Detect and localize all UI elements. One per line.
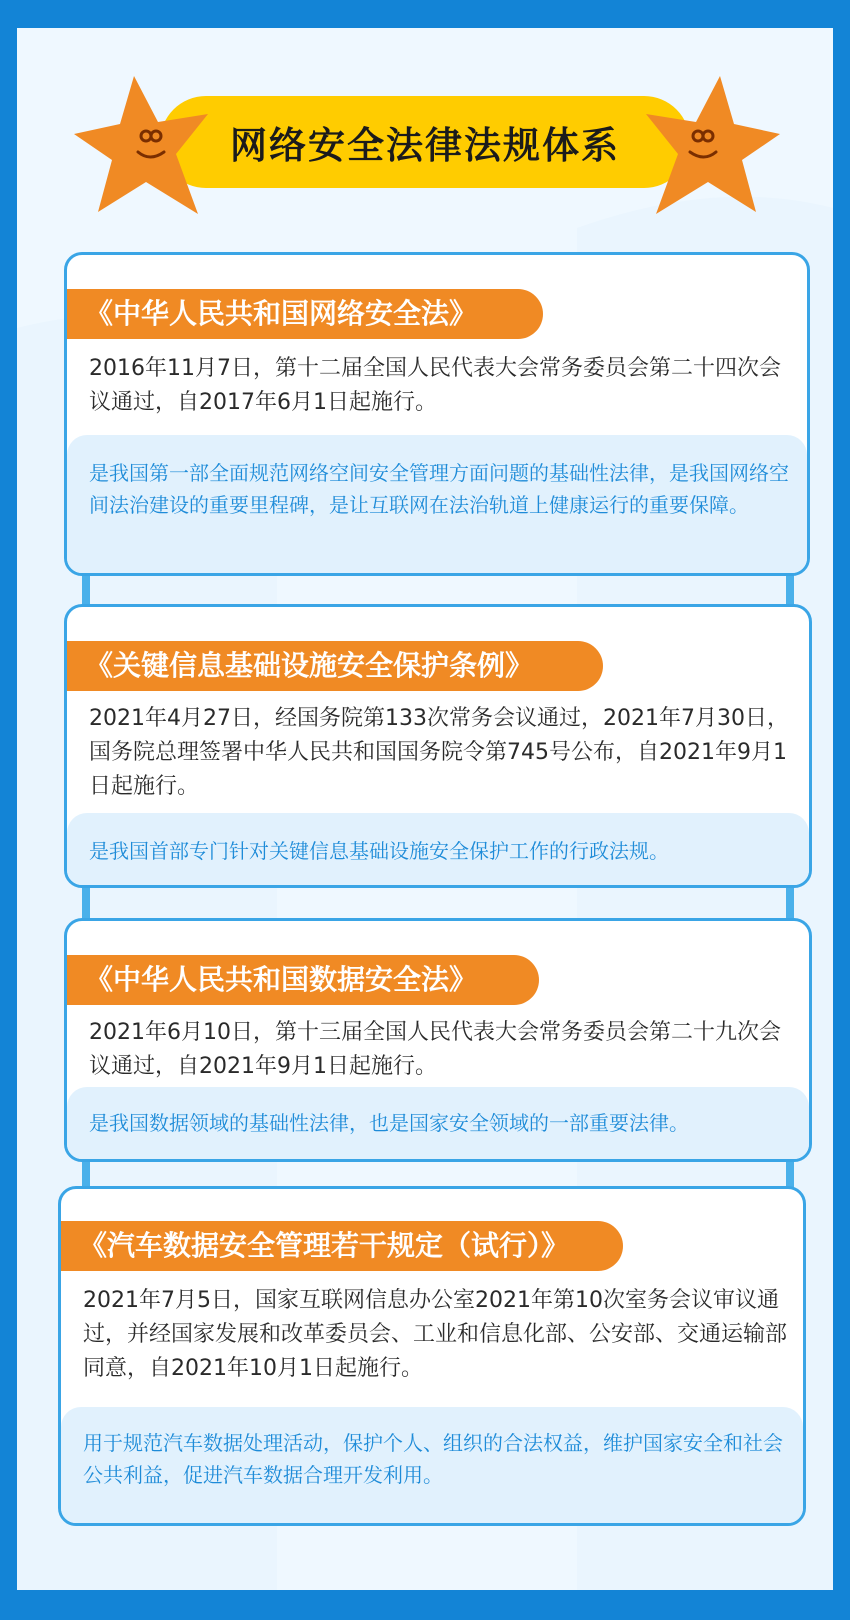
law-description: 2021年4月27日，经国务院第133次常务会议通过，2021年7月30日，国务院总理签署中华人民共和国国务院令第745号公布，自2021年9月1日起施行。 [89, 706, 789, 799]
law-title: 《中华人民共和国网络安全法》 [67, 289, 543, 339]
law-significance: 是我国数据领域的基础性法律，也是国家安全领域的一部重要法律。 [67, 1087, 809, 1159]
law-title: 《中华人民共和国数据安全法》 [67, 955, 539, 1005]
law-title: 《汽车数据安全管理若干规定（试行）》 [61, 1221, 623, 1271]
law-description: 2021年6月10日，第十三届全国人民代表大会常务委员会第二十九次会议通过，自2021年9月1日起施行。 [89, 1020, 781, 1079]
law-card-automobile-data [58, 1186, 806, 1526]
law-card-cybersecurity [64, 252, 810, 576]
law-significance: 是我国第一部全面规范网络空间安全管理方面问题的基础性法律，是我国网络空间法治建设的重要里程碑，是让互联网在法治轨道上健康运行的重要保障。 [67, 435, 807, 573]
law-description: 2021年7月5日，国家互联网信息办公室2021年第10次室务会议审议通过，并经国家发展和改革委员会、工业和信息化部、公安部、交通运输部同意，自2021年10月1日起施行。 [83, 1288, 788, 1381]
law-significance: 是我国首部专门针对关键信息基础设施安全保护工作的行政法规。 [67, 813, 809, 885]
law-description: 2016年11月7日，第十二届全国人民代表大会常务委员会第二十四次会议通过，自2017年6月1日起施行。 [89, 356, 781, 415]
page-title: 网络安全法律法规体系 [230, 124, 620, 167]
law-significance: 用于规范汽车数据处理活动，保护个人、组织的合法权益，维护国家安全和社会公共利益，促进汽车数据合理开发利用。 [61, 1407, 803, 1523]
law-title: 《关键信息基础设施安全保护条例》 [67, 641, 603, 691]
law-card-data-security [64, 918, 812, 1162]
law-card-critical-infrastructure [64, 604, 812, 888]
